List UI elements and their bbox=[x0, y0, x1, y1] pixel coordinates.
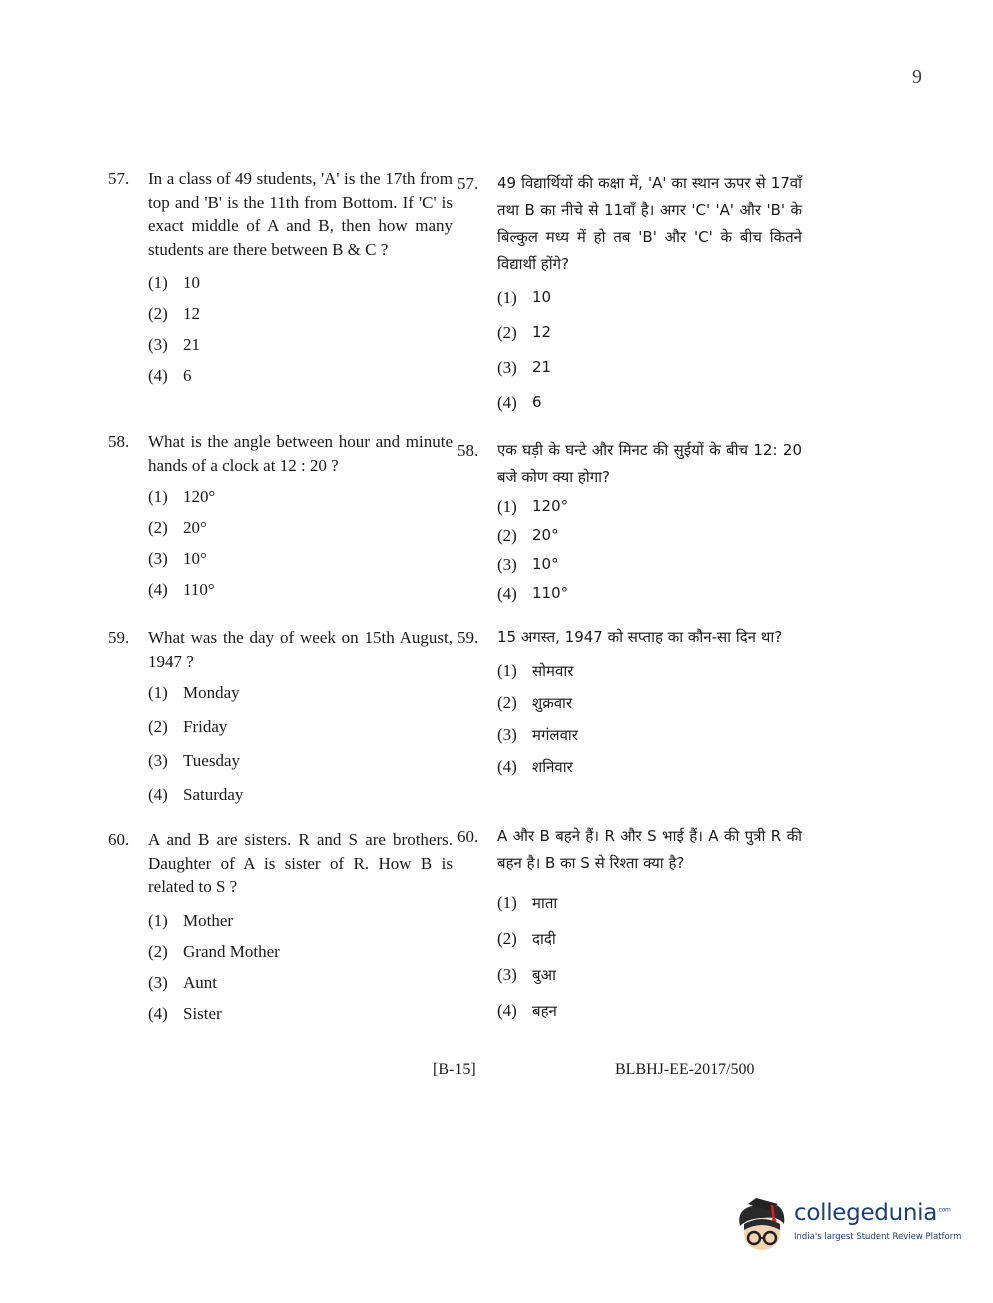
option: (3) 21 bbox=[497, 358, 552, 377]
options-list bbox=[148, 911, 453, 1035]
question-number: 57. bbox=[108, 169, 130, 188]
question-number: 58. bbox=[108, 432, 130, 451]
question-number: 60. bbox=[108, 830, 130, 849]
question-number: 59. bbox=[457, 628, 479, 647]
question-number: 59. bbox=[108, 628, 130, 647]
options-list bbox=[497, 497, 802, 613]
option: (2) 12 bbox=[497, 323, 552, 342]
option: (2) 12 bbox=[148, 304, 200, 323]
option: (3) 10° bbox=[148, 549, 207, 568]
question-60-en bbox=[108, 828, 453, 1035]
option: (2) शुक्रवार bbox=[497, 693, 573, 712]
options-list bbox=[148, 487, 453, 611]
question-text: A और B बहने हैं। R और S भाई हैं। A की पुत्री R की बहन है। B का S से रिश्ता क्या है? bbox=[497, 827, 802, 872]
option: (1) माता bbox=[497, 893, 558, 912]
option: (4) Sister bbox=[148, 1003, 222, 1023]
option: (4) Saturday bbox=[148, 785, 244, 804]
option: (1) Mother bbox=[148, 910, 234, 930]
paper-code: BLBHJ-EE-2017/500 bbox=[615, 1061, 755, 1078]
question-58-hi bbox=[457, 437, 802, 613]
question-number: 57. bbox=[457, 174, 479, 193]
option: (1) 120° bbox=[148, 487, 216, 506]
logo-tagline: India's largest Student Review Platform bbox=[794, 1232, 962, 1242]
question-number: 60. bbox=[457, 827, 479, 846]
question-text: एक घड़ी के घन्टे और मिनट की सुईयों के बीच 12: 20 बजे कोण क्या होगा? bbox=[497, 441, 802, 486]
option: (2) Grand Mother bbox=[148, 941, 280, 961]
option: (1) 120° bbox=[497, 497, 569, 516]
option: (2) 20° bbox=[497, 526, 559, 545]
option: (3) 21 bbox=[148, 335, 200, 354]
page-corner-mark: 9 bbox=[912, 66, 922, 88]
option: (3) Tuesday bbox=[148, 751, 240, 770]
logo-wordmark: collegedunia$^{.com}$ bbox=[794, 1200, 951, 1226]
question-57-en bbox=[108, 167, 453, 397]
options-list bbox=[497, 893, 802, 1037]
options-list bbox=[148, 683, 453, 819]
options-list bbox=[497, 661, 802, 789]
question-59-en bbox=[108, 626, 453, 819]
option: (4) शनिवार bbox=[497, 757, 573, 776]
option: (4) 110° bbox=[148, 580, 215, 599]
question-text: In a class of 49 students, 'A' is the 17th from top and 'B' is the 11th from Bottom. If 'C' is exact middle of A and B, then how many students are there between B & C ? bbox=[148, 169, 453, 259]
option: (2) दादी bbox=[497, 929, 556, 948]
question-text: What was the day of week on 15th August, 1947 ? bbox=[148, 628, 453, 671]
option: (4) 6 bbox=[497, 393, 542, 412]
question-59-hi bbox=[457, 624, 802, 789]
option: (3) Aunt bbox=[148, 972, 217, 992]
option: (3) बुआ bbox=[497, 965, 556, 984]
option: (4) 110° bbox=[497, 584, 569, 603]
options-list bbox=[148, 273, 453, 397]
question-60-hi bbox=[457, 823, 802, 1037]
mascot-icon bbox=[734, 1196, 790, 1254]
option: (1) 10 bbox=[497, 288, 552, 307]
question-57-hi bbox=[457, 170, 802, 428]
question-number: 58. bbox=[457, 441, 479, 460]
option: (3) 10° bbox=[497, 555, 559, 574]
options-list bbox=[497, 288, 802, 428]
option: (4) बहन bbox=[497, 1001, 557, 1020]
option: (1) 10 bbox=[148, 273, 200, 292]
question-text: A and B are sisters. R and S are brothers. Daughter of A is sister of R. How B is related to S ? bbox=[148, 830, 453, 896]
page-number: [B-15] bbox=[433, 1061, 476, 1078]
option: (2) Friday bbox=[148, 717, 228, 736]
option: (1) Monday bbox=[148, 683, 240, 702]
question-text: 15 अगस्त, 1947 को सप्ताह का कौन-सा दिन था? bbox=[497, 628, 783, 646]
question-text: What is the angle between hour and minute hands of a clock at 12 : 20 ? bbox=[148, 432, 453, 475]
collegedunia-logo bbox=[734, 1196, 964, 1256]
option: (4) 6 bbox=[148, 366, 192, 385]
question-text: 49 विद्यार्थियों की कक्षा में, 'A' का स्थान ऊपर से 17वाँ तथा B का नीचे से 11वाँ है। अगर 'C' 'A' और 'B' के बिल्कुल मध्य में हो तब 'B' और 'C' के बीच कितने विद्यार्थी होंगे? bbox=[497, 174, 802, 273]
question-58-en bbox=[108, 430, 453, 611]
option: (2) 20° bbox=[148, 518, 207, 537]
option: (1) सोमवार bbox=[497, 661, 574, 680]
option: (3) मगंलवार bbox=[497, 725, 578, 744]
